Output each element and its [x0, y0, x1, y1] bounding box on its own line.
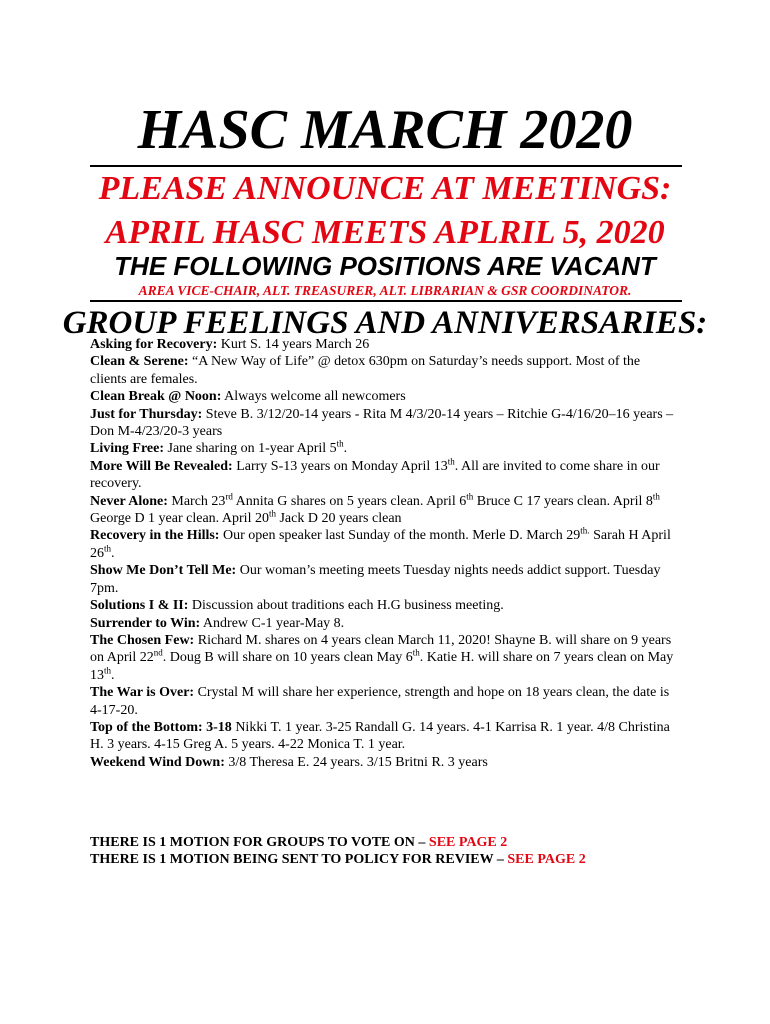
group-text: 3/8 Theresa E. 24 years. 3/15 Britni R. 3 years: [224, 754, 488, 770]
ordinal-suffix: th: [652, 491, 660, 501]
group-text: Discussion about traditions each H.G business meeting.: [188, 598, 504, 614]
group-name: The Chosen Few:: [90, 632, 195, 648]
group-text: George D 1 year clean. April 20: [90, 511, 269, 527]
announce-line-2: APRIL HASC MEETS APLRIL 5, 2020: [105, 214, 665, 251]
group-text: Our woman’s meeting meets Tuesday nights needs addict support. Tuesday 7pm.: [90, 563, 661, 596]
group-text: Jane sharing on 1-year April 5: [164, 441, 337, 457]
group-entry: [90, 458, 675, 493]
group-text: .: [343, 441, 348, 457]
motion-text: THERE IS 1 MOTION FOR GROUPS TO VOTE ON –: [90, 835, 429, 850]
group-entry: [90, 615, 675, 632]
group-text: . Katie H. will share on 7 years clean on May 13: [90, 650, 674, 683]
group-entry: [90, 527, 675, 562]
group-name: The War is Over:: [90, 685, 195, 701]
group-entry: [90, 406, 675, 441]
ordinal-suffix: th: [268, 508, 276, 519]
group-text: Andrew C-1 year-May 8.: [200, 615, 345, 631]
group-entry: [90, 754, 675, 771]
group-name: More Will Be Revealed:: [90, 458, 233, 474]
group-text: Richard M. shares on 4 years clean March 11, 2020! Shayne B. will share on 9 years on April 22: [90, 632, 672, 666]
group-name: Show Me Don’t Tell Me:: [90, 563, 237, 579]
group-entry: [90, 493, 675, 528]
group-entry: [90, 353, 675, 388]
section-heading: GROUP FEELINGS AND ANNIVERSARIES:: [62, 305, 708, 341]
group-entry: [90, 562, 675, 597]
motions-notice: [90, 834, 690, 869]
ordinal-suffix: rd: [225, 491, 233, 501]
group-text: Always welcome all newcomers: [221, 389, 406, 405]
group-text: .: [111, 545, 115, 561]
group-text: Larry S-13 years on Monday April 13: [232, 458, 448, 474]
group-text: Jack D 20 years clean: [275, 511, 402, 527]
group-text: Our open speaker last Sunday of the month. Merle D. March 29: [219, 528, 581, 544]
group-entry: [90, 597, 675, 614]
group-entry: [90, 388, 675, 405]
group-name: Recovery in the Hills:: [90, 528, 220, 544]
group-name: Never Alone:: [90, 493, 168, 509]
group-name: Surrender to Win:: [90, 615, 201, 631]
group-name: Clean & Serene:: [90, 354, 189, 370]
group-text: .: [111, 667, 115, 683]
group-text: Nikki T. 1 year. 3-25 Randall G. 14 years. 4-1 Karrisa R. 1 year. 4/8 Christina H. 3 years. 4-15 Greg A. 5 years. 4-22 Monica T. 1 year.: [90, 719, 670, 753]
ordinal-suffix: th: [447, 456, 455, 467]
vacant-heading: THE FOLLOWING POSITIONS ARE VACANT: [114, 251, 656, 281]
group-entry: [90, 684, 675, 719]
group-entry: [90, 719, 675, 754]
ordinal-suffix: th: [466, 491, 474, 501]
group-text: “A New Way of Life” @ detox 630pm on Saturday’s needs support. Most of the clients are females.: [90, 354, 641, 387]
ordinal-suffix: th: [104, 543, 112, 554]
group-entry: [90, 632, 675, 684]
group-text: . Doug B will share on 10 years clean May 6: [162, 650, 413, 666]
vacant-positions-list: AREA VICE-CHAIR, ALT. TREASURER, ALT. LIBRARIAN & GSR COORDINATOR.: [138, 283, 632, 298]
group-name: Clean Break @ Noon:: [90, 389, 222, 405]
title-divider: [90, 165, 682, 167]
group-text: . All are invited to come share in our recovery.: [90, 458, 660, 492]
see-page-link[interactable]: SEE PAGE 2: [428, 835, 508, 850]
group-text: Bruce C 17 years clean. April 8: [473, 493, 653, 509]
group-name: Weekend Wind Down:: [90, 754, 225, 770]
group-name: Living Free:: [90, 441, 165, 457]
motion-line-vote: [90, 834, 690, 851]
group-entry: [90, 336, 675, 353]
group-announcements: [90, 336, 675, 771]
see-page-link[interactable]: SEE PAGE 2: [507, 852, 586, 868]
ordinal-suffix: th: [412, 647, 420, 658]
group-text: March 23: [167, 493, 226, 509]
group-text: Steve B. 3/12/20-14 years - Rita M 4/3/20-14 years – Ritchie G-4/16/20–16 years – Don M-4/23/20-3 years: [90, 406, 674, 440]
group-name: Top of the Bottom: 3-18: [90, 719, 232, 735]
group-name: Solutions I & II:: [90, 598, 189, 614]
motion-line-policy: [90, 851, 690, 868]
ordinal-suffix: th: [336, 438, 344, 449]
group-text: Kurt S. 14 years March 26: [217, 337, 370, 352]
group-name: Just for Thursday:: [90, 406, 203, 422]
ordinal-suffix: th.: [580, 525, 590, 536]
ordinal-suffix: nd: [153, 647, 163, 658]
group-text: Crystal M will share her experience, strength and hope on 18 years clean, the date is 4-17-20.: [90, 685, 670, 718]
announce-line-1: PLEASE ANNOUNCE AT MEETINGS:: [98, 170, 672, 207]
group-entry: [90, 440, 675, 457]
group-text: Annita G shares on 5 years clean. April 6: [232, 493, 467, 509]
page-title: HASC MARCH 2020: [137, 99, 633, 161]
ordinal-suffix: th: [104, 665, 112, 676]
group-name: Asking for Recovery:: [90, 337, 218, 352]
motion-text: THERE IS 1 MOTION BEING SENT TO POLICY FOR REVIEW –: [90, 852, 508, 868]
group-text: Sarah H April 26: [90, 528, 671, 561]
